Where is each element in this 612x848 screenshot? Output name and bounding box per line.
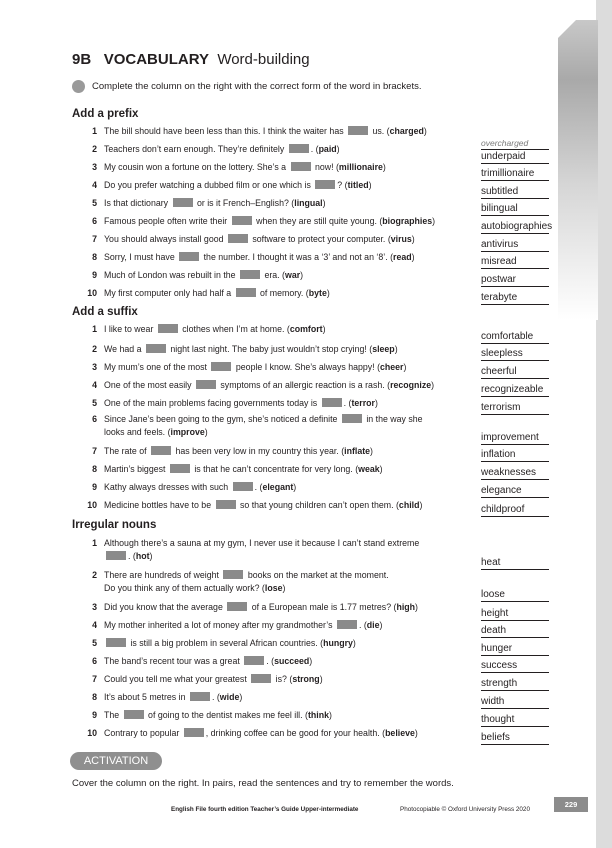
answer-blank — [211, 362, 231, 371]
sentence-text: ) — [432, 216, 436, 226]
sentence-text: , drinking coffee can be good for your health. ( — [205, 728, 386, 738]
item-number: 3 — [92, 362, 97, 372]
answer-blank — [146, 344, 166, 353]
exercise-sentence — [104, 125, 427, 138]
base-word: succeed — [274, 656, 310, 666]
base-word: paid — [318, 144, 337, 154]
exercise-sentence — [104, 691, 242, 704]
answer-blank — [216, 500, 236, 509]
answer-blank — [348, 126, 368, 135]
base-word: lingual — [294, 198, 323, 208]
footer-copyright: Photocopiable © Oxford University Press 2020 — [400, 806, 530, 813]
answer-blank — [291, 162, 311, 171]
sentence-text: ) — [368, 180, 372, 190]
exercise-sentence — [104, 379, 434, 392]
sentence-text: . ( — [343, 398, 352, 408]
item-number: 3 — [92, 162, 97, 172]
sentence-text: of memory. ( — [257, 288, 309, 298]
answer-blank — [232, 216, 252, 225]
answer-line: success — [481, 660, 549, 673]
exercise-sentence — [104, 481, 296, 494]
sentence-text: is? ( — [273, 674, 293, 684]
sentence-text: ) — [379, 620, 383, 630]
answer-line: recognizeable — [481, 384, 549, 397]
item-number: 10 — [87, 288, 97, 298]
sentence-text: Teachers don’t earn enough. They’re definitely — [104, 144, 287, 154]
sentence-text: You should always install good — [104, 234, 226, 244]
section-heading: Add a prefix — [72, 108, 139, 120]
base-word: titled — [347, 180, 369, 190]
sentence-text: people I know. She’s always happy! ( — [233, 362, 380, 372]
base-word: elegant — [262, 482, 294, 492]
exercise-sentence — [104, 269, 303, 282]
answer-line: inflation — [481, 449, 549, 462]
sentence-text: The bill should have been less than this. I think the waiter has — [104, 126, 347, 136]
answer-line: terabyte — [481, 292, 549, 305]
sentence-text: looks and feels. ( — [104, 427, 171, 437]
answer-line: loose — [481, 589, 549, 602]
answer-line: antivirus — [481, 239, 549, 252]
sentence-text: Did you know that the average — [104, 602, 226, 612]
exercise-sentence — [104, 463, 383, 476]
sentence-text: . ( — [254, 482, 263, 492]
sentence-text: ) — [309, 656, 313, 666]
base-word: biographies — [382, 216, 433, 226]
answer-blank — [315, 180, 335, 189]
item-number: 5 — [92, 398, 97, 408]
item-number: 10 — [87, 728, 97, 738]
sentence-text: . ( — [211, 692, 220, 702]
answer-line: underpaid — [481, 151, 549, 164]
base-word: charged — [389, 126, 424, 136]
answer-line: misread — [481, 256, 549, 269]
item-number: 7 — [92, 234, 97, 244]
sentence-text: ) — [328, 710, 332, 720]
answer-line: comfortable — [481, 331, 549, 344]
base-word: recognize — [390, 380, 432, 390]
item-number: 6 — [92, 216, 97, 226]
answer-blank — [289, 144, 309, 153]
answer-blank — [233, 482, 253, 491]
base-word: comfort — [289, 324, 323, 334]
page-corner-tab — [558, 20, 598, 320]
answer-blank — [236, 288, 256, 297]
footer-book-title: English File fourth edition Teacher’s Guide Upper-intermediate — [171, 806, 359, 813]
sentence-text: us. ( — [370, 126, 390, 136]
answer-blank — [322, 398, 342, 407]
answer-line: strength — [481, 678, 549, 691]
sentence-text: My mum’s one of the most — [104, 362, 210, 372]
answer-line: heat — [481, 557, 549, 570]
base-word: terror — [351, 398, 375, 408]
sentence-text: software to protect your computer. ( — [249, 234, 391, 244]
answer-blank — [190, 692, 210, 701]
sentence-text: ) — [322, 324, 326, 334]
sentence-text: . ( — [310, 144, 319, 154]
base-word: improve — [170, 427, 205, 437]
answer-line: subtitled — [481, 186, 549, 199]
exercise-sentence — [104, 161, 386, 174]
sentence-text: so that young children can’t open them. ( — [237, 500, 399, 510]
item-number: 8 — [92, 692, 97, 702]
answer-line: death — [481, 625, 549, 638]
item-number: 6 — [92, 656, 97, 666]
answer-line: beliefs — [481, 732, 549, 745]
sentence-text: is that he can’t concentrate for very long. ( — [191, 464, 359, 474]
sentence-text: Is that dictionary — [104, 198, 171, 208]
sentence-text: night last night. The baby just wouldn’t stop crying! ( — [167, 344, 373, 354]
base-word: think — [307, 710, 329, 720]
item-number: 7 — [92, 674, 97, 684]
item-number: 1 — [92, 126, 97, 136]
sentence-text: ) — [382, 162, 386, 172]
sentence-text: ) — [239, 692, 243, 702]
base-word: wide — [219, 692, 240, 702]
base-word: byte — [308, 288, 327, 298]
base-word: war — [284, 270, 301, 280]
answer-blank — [227, 602, 247, 611]
sentence-text: There are hundreds of weight — [104, 570, 222, 580]
sentence-text: ) — [204, 427, 208, 437]
sentence-text: of going to the dentist makes me feel ill. ( — [145, 710, 308, 720]
base-word: die — [366, 620, 380, 630]
sentence-text: when they are still quite young. ( — [253, 216, 383, 226]
exercise-sentence — [104, 323, 326, 336]
sentence-text: . ( — [358, 620, 367, 630]
exercise-sentence — [104, 601, 418, 614]
sentence-text: ) — [352, 638, 356, 648]
answer-blank — [223, 570, 243, 579]
sentence-text: One of the most easily — [104, 380, 194, 390]
answer-blank — [124, 710, 144, 719]
item-number: 5 — [92, 198, 97, 208]
base-word: believe — [385, 728, 415, 738]
exercise-sentence — [104, 569, 389, 595]
sentence-text: ) — [411, 234, 415, 244]
exercise-sentence — [104, 619, 382, 632]
item-number: 2 — [92, 144, 97, 154]
sentence-text: Contrary to popular — [104, 728, 182, 738]
sentence-text: ) — [322, 198, 326, 208]
item-number: 8 — [92, 252, 97, 262]
sentence-text: Martin’s biggest — [104, 464, 168, 474]
sentence-text: Famous people often write their — [104, 216, 230, 226]
item-number: 2 — [92, 570, 97, 580]
base-word: child — [398, 500, 420, 510]
sentence-text: era. ( — [262, 270, 285, 280]
answer-blank — [170, 464, 190, 473]
answer-line: bilingual — [481, 203, 549, 216]
activation-text: Cover the column on the right. In pairs, read the sentences and try to remember the words. — [72, 778, 454, 789]
answer-blank — [158, 324, 178, 333]
answer-blank — [228, 234, 248, 243]
sentence-text: ) — [411, 252, 415, 262]
exercise-sentence — [104, 287, 330, 300]
answer-line: width — [481, 696, 549, 709]
exercise-sentence — [104, 233, 415, 246]
base-word: hot — [135, 551, 150, 561]
base-word: high — [396, 602, 416, 612]
answer-line: childproof — [481, 504, 549, 517]
exercise-sentence — [104, 499, 422, 512]
item-number: 4 — [92, 180, 97, 190]
exercise-sentence — [104, 655, 312, 668]
sentence-text: ) — [149, 551, 153, 561]
answer-blank — [106, 551, 126, 560]
item-number: 7 — [92, 446, 97, 456]
base-word: millionaire — [338, 162, 383, 172]
sentence-text: Medicine bottles have to be — [104, 500, 214, 510]
sentence-text: now! ( — [312, 162, 339, 172]
answer-blank — [184, 728, 204, 737]
item-number: 10 — [87, 500, 97, 510]
answer-blank — [342, 414, 362, 423]
base-word: sleep — [372, 344, 395, 354]
sentence-text: ) — [326, 288, 330, 298]
base-word: read — [393, 252, 412, 262]
exercise-sentence — [104, 251, 415, 264]
item-number: 4 — [92, 380, 97, 390]
sentence-text: or is it French–English? ( — [194, 198, 295, 208]
exercise-sentence — [104, 397, 378, 410]
answer-line: overcharged — [481, 138, 549, 150]
base-word: lose — [264, 583, 283, 593]
sentence-text: ) — [423, 126, 427, 136]
bullet-icon — [72, 80, 85, 93]
answer-line: postwar — [481, 274, 549, 287]
answer-line: autobiographies — [481, 221, 553, 232]
sentence-text: ) — [319, 674, 323, 684]
sentence-text: ) — [374, 398, 378, 408]
sentence-text: ) — [370, 446, 373, 456]
sentence-text: . ( — [128, 551, 136, 561]
answer-line: weaknesses — [481, 467, 549, 480]
sentence-text: is still a big problem in several African countries. ( — [128, 638, 324, 648]
answer-line: height — [481, 608, 549, 621]
item-number: 6 — [92, 414, 97, 424]
sentence-text: ) — [414, 728, 418, 738]
section-heading: Add a suffix — [72, 306, 138, 318]
exercise-sentence — [104, 215, 435, 228]
sentence-text: My cousin won a fortune on the lottery. She’s a — [104, 162, 289, 172]
sentence-text: ) — [300, 270, 304, 280]
exercise-sentence — [104, 179, 372, 192]
sentence-text: ) — [403, 362, 407, 372]
answer-line: trimillionaire — [481, 168, 549, 181]
sentence-text: . ( — [266, 656, 275, 666]
sentence-text: Do you think any of them actually work? ( — [104, 583, 265, 593]
answer-blank — [196, 380, 216, 389]
answer-line: cheerful — [481, 366, 549, 379]
answer-blank — [151, 446, 171, 455]
sentence-text: Sorry, I must have — [104, 252, 178, 262]
answer-blank — [337, 620, 357, 629]
answer-blank — [240, 270, 260, 279]
sentence-text: ) — [379, 464, 383, 474]
sentence-text: The rate of — [104, 446, 149, 456]
exercise-sentence — [104, 637, 356, 650]
base-word: weak — [358, 464, 380, 474]
item-number: 9 — [92, 270, 97, 280]
base-word: hungry — [323, 638, 353, 648]
sentence-text: I like to wear — [104, 324, 156, 334]
sentence-text: ) — [394, 344, 398, 354]
item-number: 1 — [92, 538, 97, 548]
sentence-text: ) — [336, 144, 340, 154]
sentence-text: ) — [293, 482, 297, 492]
unit-code: 9B — [72, 51, 92, 68]
exercise-sentence — [104, 445, 373, 458]
sentence-text: Kathy always dresses with such — [104, 482, 231, 492]
item-number: 4 — [92, 620, 97, 630]
base-word: inflate — [344, 446, 371, 456]
item-number: 2 — [92, 344, 97, 354]
answer-line: thought — [481, 714, 549, 727]
exercise-sentence — [104, 727, 418, 740]
item-number: 1 — [92, 324, 97, 334]
answer-blank — [173, 198, 193, 207]
answer-blank — [244, 656, 264, 665]
item-number: 8 — [92, 464, 97, 474]
sentence-text: ? ( — [337, 180, 348, 190]
section-heading: Irregular nouns — [72, 519, 157, 531]
sentence-text: books on the market at the moment. — [245, 570, 389, 580]
exercise-sentence — [104, 197, 326, 210]
page-edge-bar — [596, 0, 612, 848]
section-subtitle: Word-building — [217, 51, 310, 68]
sentence-text: ) — [419, 500, 423, 510]
section-title: VOCABULARY — [103, 51, 209, 68]
sentence-text: Do you prefer watching a dubbed film or one which is — [104, 180, 314, 190]
item-number: 9 — [92, 482, 97, 492]
sentence-text: of a European male is 1.77 metres? ( — [249, 602, 397, 612]
exercise-sentence — [104, 673, 323, 686]
instruction: Complete the column on the right with the correct form of the word in brackets. — [92, 81, 422, 92]
sentence-text: My first computer only had half a — [104, 288, 234, 298]
answer-line: improvement — [481, 432, 549, 445]
sentence-text: Although there’s a sauna at my gym, I never use it because I can’t stand extreme — [104, 538, 420, 548]
sentence-text: Could you tell me what your greatest — [104, 674, 250, 684]
sentence-text: One of the main problems facing governments today is — [104, 398, 320, 408]
answer-blank — [179, 252, 199, 261]
sentence-text: We had a — [104, 344, 144, 354]
sentence-text: Since Jane’s been going to the gym, she’s noticed a definite — [104, 414, 340, 424]
base-word: virus — [390, 234, 412, 244]
sentence-text: It’s about 5 metres in — [104, 692, 188, 702]
exercise-sentence — [104, 537, 419, 563]
sentence-text: My mother inherited a lot of money after my grandmother’s — [104, 620, 335, 630]
sentence-text: Much of London was rebuilt in the — [104, 270, 238, 280]
answer-blank — [251, 674, 271, 683]
item-number: 9 — [92, 710, 97, 720]
activation-label: ACTIVATION — [70, 752, 162, 770]
answer-line: sleepless — [481, 348, 549, 361]
exercise-sentence — [104, 413, 423, 439]
sentence-text: ) — [415, 602, 418, 612]
answer-line: elegance — [481, 485, 549, 498]
exercise-sentence — [104, 709, 332, 722]
sentence-text: in the way she — [363, 414, 423, 424]
exercise-sentence — [104, 361, 406, 374]
item-number: 3 — [92, 602, 97, 612]
page-title — [72, 51, 310, 68]
sentence-text: The — [104, 710, 122, 720]
sentence-text: The band’s recent tour was a great — [104, 656, 243, 666]
answer-line: terrorism — [481, 402, 549, 415]
base-word: cheer — [380, 362, 404, 372]
sentence-text: ) — [431, 380, 435, 390]
sentence-text: clothes when I’m at home. ( — [179, 324, 290, 334]
page-number: 229 — [554, 797, 588, 812]
sentence-text: the number. I thought it was a ‘3’ and not an ‘8’. ( — [201, 252, 394, 262]
answer-line: hunger — [481, 643, 549, 656]
sentence-text: has been very low in my country this year. ( — [173, 446, 345, 456]
sentence-text: ) — [282, 583, 286, 593]
base-word: strong — [292, 674, 320, 684]
sentence-text: symptoms of an allergic reaction is a rash. ( — [217, 380, 391, 390]
item-number: 5 — [92, 638, 97, 648]
exercise-sentence — [104, 343, 398, 356]
answer-blank — [106, 638, 126, 647]
exercise-sentence — [104, 143, 340, 156]
